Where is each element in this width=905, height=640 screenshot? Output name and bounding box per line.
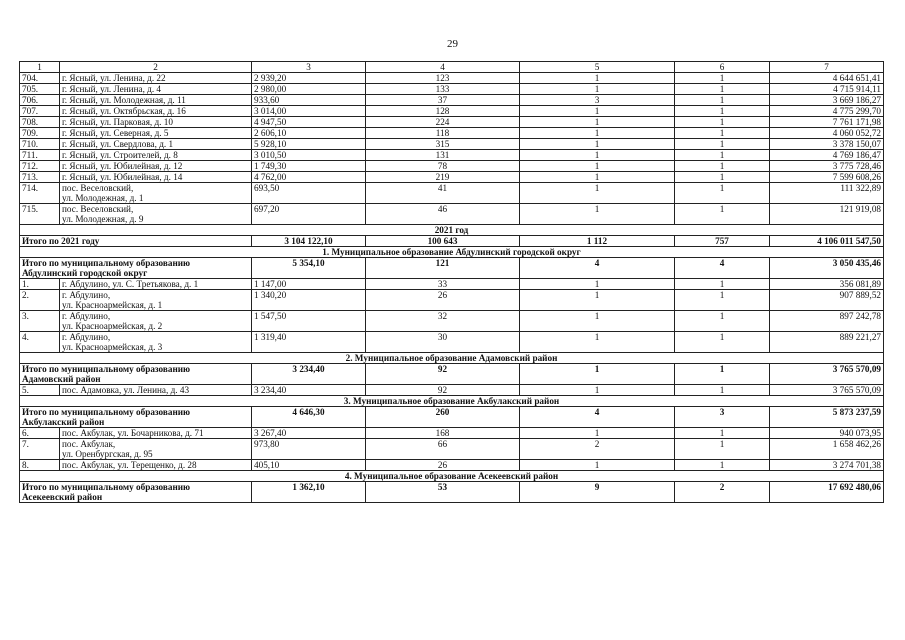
col5-cell: 1 <box>520 161 675 172</box>
area-cell: 1 749,30 <box>252 161 366 172</box>
total-row <box>20 364 884 385</box>
area-cell: 2 980,00 <box>252 84 366 95</box>
address-line: г. Ясный, ул. Ленина, д. 4 <box>62 84 162 94</box>
section-heading: 4. Муниципальное образование Асекеевский район <box>20 471 884 482</box>
row-number: 7. <box>20 439 60 460</box>
total-col6: 1 <box>675 364 770 385</box>
page-number: 29 <box>447 38 458 50</box>
cost-cell: 7 761 171,98 <box>770 117 884 128</box>
area-cell: 4 762,00 <box>252 172 366 183</box>
total-cost: 3 765 570,09 <box>770 364 884 385</box>
address-line: г. Абдулино, ул. С. Третьякова, д. 1 <box>62 279 199 289</box>
col6-cell: 1 <box>675 279 770 290</box>
residents-cell: 118 <box>366 128 520 139</box>
address-cell <box>60 290 252 311</box>
total-cost: 5 873 237,59 <box>770 407 884 428</box>
col6-cell: 1 <box>675 117 770 128</box>
area-cell: 1 340,20 <box>252 290 366 311</box>
row-number: 713. <box>20 172 60 183</box>
area-cell: 1 147,00 <box>252 279 366 290</box>
col5-cell: 1 <box>520 428 675 439</box>
table-row <box>20 161 884 172</box>
row-number: 704. <box>20 73 60 84</box>
address-cell <box>60 428 252 439</box>
section-heading-row <box>20 353 884 364</box>
row-number: 3. <box>20 311 60 332</box>
area-cell: 693,50 <box>252 183 366 204</box>
cost-cell: 3 765 570,09 <box>770 385 884 396</box>
row-number: 712. <box>20 161 60 172</box>
address-line: пос. Веселовский, <box>62 183 134 193</box>
cost-cell: 889 221,27 <box>770 332 884 353</box>
table-row <box>20 439 884 460</box>
col6-cell: 1 <box>675 161 770 172</box>
total-label <box>20 364 252 385</box>
area-cell: 2 939,20 <box>252 73 366 84</box>
section-heading: 3. Муниципальное образование Акбулакский район <box>20 396 884 407</box>
address-line: Итого по муниципальному образованию <box>22 482 191 492</box>
address-line: г. Ясный, ул. Октябрьская, д. 16 <box>62 106 186 116</box>
table-row <box>20 204 884 225</box>
residents-cell: 92 <box>366 385 520 396</box>
address-line: г. Абдулино, <box>62 332 111 342</box>
col6-cell: 1 <box>675 73 770 84</box>
row-number: 706. <box>20 95 60 106</box>
row-number: 707. <box>20 106 60 117</box>
col5-cell: 1 <box>520 279 675 290</box>
table-row <box>20 139 884 150</box>
col5-cell: 1 <box>520 172 675 183</box>
column-header-3: 3 <box>252 62 366 73</box>
col6-cell: 1 <box>675 106 770 117</box>
col6-cell: 1 <box>675 128 770 139</box>
col6-cell: 1 <box>675 439 770 460</box>
table-row <box>20 290 884 311</box>
col6-cell: 1 <box>675 385 770 396</box>
total-residents: 100 643 <box>366 236 520 247</box>
total-col5: 4 <box>520 407 675 428</box>
section-heading-row <box>20 396 884 407</box>
area-cell: 405,10 <box>252 460 366 471</box>
residents-cell: 128 <box>366 106 520 117</box>
area-cell: 5 928,10 <box>252 139 366 150</box>
residents-cell: 37 <box>366 95 520 106</box>
col6-cell: 1 <box>675 332 770 353</box>
address-line: пос. Акбулак, ул. Бочарникова, д. 71 <box>62 428 204 438</box>
area-cell: 1 547,50 <box>252 311 366 332</box>
address-line: г. Абдулино, <box>62 290 111 300</box>
address-line: Итого по муниципальному образованию <box>22 364 191 374</box>
address-line: пос. Акбулак, <box>62 439 116 449</box>
address-cell <box>60 385 252 396</box>
total-area: 1 362,10 <box>252 482 366 503</box>
row-number: 714. <box>20 183 60 204</box>
cost-cell: 3 274 701,38 <box>770 460 884 471</box>
column-header-1: 1 <box>20 62 60 73</box>
address-line: ул. Оренбургская, д. 95 <box>62 449 153 459</box>
area-cell: 933,60 <box>252 95 366 106</box>
column-header-2: 2 <box>60 62 252 73</box>
section-heading-row <box>20 225 884 236</box>
col5-cell: 1 <box>520 332 675 353</box>
address-cell <box>60 73 252 84</box>
col6-cell: 1 <box>675 311 770 332</box>
col6-cell: 1 <box>675 183 770 204</box>
address-line: г. Ясный, ул. Молодежная, д. 11 <box>62 95 186 105</box>
address-line: ул. Красноармейская, д. 1 <box>62 300 163 310</box>
address-cell <box>60 150 252 161</box>
column-header-7: 7 <box>770 62 884 73</box>
row-number: 5. <box>20 385 60 396</box>
address-line: ул. Молодежная, д. 9 <box>62 214 144 224</box>
row-number: 2. <box>20 290 60 311</box>
row-number: 709. <box>20 128 60 139</box>
cost-cell: 3 669 186,27 <box>770 95 884 106</box>
total-label <box>20 482 252 503</box>
col6-cell: 1 <box>675 204 770 225</box>
address-cell <box>60 161 252 172</box>
address-cell <box>60 183 252 204</box>
total-col5: 4 <box>520 258 675 279</box>
address-line: Итого по муниципальному образованию <box>22 258 191 268</box>
cost-cell: 4 769 186,47 <box>770 150 884 161</box>
area-cell: 3 010,50 <box>252 150 366 161</box>
col6-cell: 1 <box>675 428 770 439</box>
residents-cell: 168 <box>366 428 520 439</box>
col5-cell: 1 <box>520 183 675 204</box>
address-line: г. Ясный, ул. Северная, д. 5 <box>62 128 169 138</box>
address-cell <box>60 311 252 332</box>
area-cell: 3 234,40 <box>252 385 366 396</box>
total-row <box>20 482 884 503</box>
col5-cell: 1 <box>520 290 675 311</box>
total-row <box>20 236 884 247</box>
table-row <box>20 73 884 84</box>
cost-cell: 1 658 462,26 <box>770 439 884 460</box>
col6-cell: 1 <box>675 460 770 471</box>
residents-cell: 66 <box>366 439 520 460</box>
col6-cell: 1 <box>675 290 770 311</box>
address-line: Асекеевский район <box>22 492 103 502</box>
row-number: 4. <box>20 332 60 353</box>
cost-cell: 4 715 914,11 <box>770 84 884 95</box>
cost-cell: 7 599 608,26 <box>770 172 884 183</box>
table-row <box>20 128 884 139</box>
section-heading-row <box>20 471 884 482</box>
table-row <box>20 428 884 439</box>
address-line: ул. Красноармейская, д. 2 <box>62 321 163 331</box>
total-area: 3 234,40 <box>252 364 366 385</box>
col5-cell: 1 <box>520 128 675 139</box>
address-line: ул. Молодежная, д. 1 <box>62 193 144 203</box>
table-row <box>20 117 884 128</box>
total-col6: 2 <box>675 482 770 503</box>
table-row <box>20 332 884 353</box>
table-row <box>20 460 884 471</box>
cost-cell: 3 775 728,46 <box>770 161 884 172</box>
col6-cell: 1 <box>675 150 770 161</box>
col5-cell: 3 <box>520 95 675 106</box>
cost-cell: 121 919,08 <box>770 204 884 225</box>
col6-cell: 1 <box>675 95 770 106</box>
address-cell <box>60 172 252 183</box>
cost-cell: 907 889,52 <box>770 290 884 311</box>
table-row <box>20 106 884 117</box>
table-row <box>20 311 884 332</box>
col6-cell: 1 <box>675 139 770 150</box>
address-line: г. Ясный, ул. Юбилейная, д. 12 <box>62 161 183 171</box>
residents-cell: 41 <box>366 183 520 204</box>
address-line: г. Ясный, ул. Юбилейная, д. 14 <box>62 172 183 182</box>
residents-cell: 219 <box>366 172 520 183</box>
address-cell <box>60 117 252 128</box>
total-cost: 4 106 011 547,50 <box>770 236 884 247</box>
housing-table <box>19 61 884 503</box>
table-row <box>20 183 884 204</box>
residents-cell: 32 <box>366 311 520 332</box>
total-col6: 4 <box>675 258 770 279</box>
total-area: 4 646,30 <box>252 407 366 428</box>
residents-cell: 123 <box>366 73 520 84</box>
row-number: 708. <box>20 117 60 128</box>
residents-cell: 33 <box>366 279 520 290</box>
residents-cell: 133 <box>366 84 520 95</box>
section-heading: 2021 год <box>20 225 884 236</box>
table-row <box>20 172 884 183</box>
total-label <box>20 407 252 428</box>
table-row <box>20 150 884 161</box>
area-cell: 697,20 <box>252 204 366 225</box>
address-cell <box>60 128 252 139</box>
col6-cell: 1 <box>675 84 770 95</box>
table-row <box>20 279 884 290</box>
row-number: 710. <box>20 139 60 150</box>
area-cell: 3 014,00 <box>252 106 366 117</box>
cost-cell: 4 060 052,72 <box>770 128 884 139</box>
address-line: г. Ясный, ул. Парковая, д. 10 <box>62 117 173 127</box>
address-line: г. Ясный, ул. Строителей, д. 8 <box>62 150 178 160</box>
residents-cell: 26 <box>366 460 520 471</box>
address-cell <box>60 439 252 460</box>
residents-cell: 46 <box>366 204 520 225</box>
col5-cell: 1 <box>520 84 675 95</box>
header-row <box>20 62 884 73</box>
section-heading: 1. Муниципальное образование Абдулинский городской округ <box>20 247 884 258</box>
col6-cell: 1 <box>675 172 770 183</box>
cost-cell: 3 378 150,07 <box>770 139 884 150</box>
area-cell: 2 606,10 <box>252 128 366 139</box>
col5-cell: 1 <box>520 385 675 396</box>
col5-cell: 1 <box>520 106 675 117</box>
address-cell <box>60 139 252 150</box>
residents-cell: 30 <box>366 332 520 353</box>
address-cell <box>60 84 252 95</box>
cost-cell: 356 081,89 <box>770 279 884 290</box>
total-label <box>20 258 252 279</box>
address-line: ул. Красноармейская, д. 3 <box>62 342 163 352</box>
total-col6: 3 <box>675 407 770 428</box>
total-residents: 260 <box>366 407 520 428</box>
row-number: 715. <box>20 204 60 225</box>
cost-cell: 4 775 299,70 <box>770 106 884 117</box>
address-cell <box>60 279 252 290</box>
col5-cell: 1 <box>520 204 675 225</box>
address-line: пос. Веселовский, <box>62 204 134 214</box>
address-cell <box>60 204 252 225</box>
col5-cell: 1 <box>520 139 675 150</box>
total-col5: 1 <box>520 364 675 385</box>
area-cell: 4 947,50 <box>252 117 366 128</box>
area-cell: 973,80 <box>252 439 366 460</box>
address-line: Итого по муниципальному образованию <box>22 407 191 417</box>
total-area: 3 104 122,10 <box>252 236 366 247</box>
col5-cell: 1 <box>520 73 675 84</box>
area-cell: 3 267,40 <box>252 428 366 439</box>
section-heading-row <box>20 247 884 258</box>
total-label: Итого по 2021 году <box>20 236 252 247</box>
residents-cell: 315 <box>366 139 520 150</box>
address-line: пос. Акбулак, ул. Терещенко, д. 28 <box>62 460 197 470</box>
row-number: 6. <box>20 428 60 439</box>
residents-cell: 224 <box>366 117 520 128</box>
row-number: 1. <box>20 279 60 290</box>
total-cost: 3 050 435,46 <box>770 258 884 279</box>
table-row <box>20 95 884 106</box>
address-line: г. Абдулино, <box>62 311 111 321</box>
total-row <box>20 407 884 428</box>
address-cell <box>60 95 252 106</box>
table-row <box>20 84 884 95</box>
col5-cell: 1 <box>520 150 675 161</box>
cost-cell: 4 644 651,41 <box>770 73 884 84</box>
column-header-6: 6 <box>675 62 770 73</box>
section-heading: 2. Муниципальное образование Адамовский район <box>20 353 884 364</box>
total-row <box>20 258 884 279</box>
residents-cell: 26 <box>366 290 520 311</box>
address-cell <box>60 332 252 353</box>
address-cell <box>60 106 252 117</box>
residents-cell: 78 <box>366 161 520 172</box>
table-row <box>20 385 884 396</box>
area-cell: 1 319,40 <box>252 332 366 353</box>
cost-cell: 940 073,95 <box>770 428 884 439</box>
col5-cell: 1 <box>520 311 675 332</box>
total-residents: 92 <box>366 364 520 385</box>
column-header-4: 4 <box>366 62 520 73</box>
address-line: г. Ясный, ул. Ленина, д. 22 <box>62 73 166 83</box>
total-col6: 757 <box>675 236 770 247</box>
column-header-5: 5 <box>520 62 675 73</box>
total-area: 5 354,10 <box>252 258 366 279</box>
col5-cell: 1 <box>520 117 675 128</box>
total-col5: 1 112 <box>520 236 675 247</box>
total-residents: 53 <box>366 482 520 503</box>
col5-cell: 1 <box>520 460 675 471</box>
total-cost: 17 692 480,06 <box>770 482 884 503</box>
address-line: г. Ясный, ул. Свердлова, д. 1 <box>62 139 174 149</box>
cost-cell: 897 242,78 <box>770 311 884 332</box>
address-cell <box>60 460 252 471</box>
col5-cell: 2 <box>520 439 675 460</box>
row-number: 711. <box>20 150 60 161</box>
address-line: пос. Адамовка, ул. Ленина, д. 43 <box>62 385 190 395</box>
row-number: 8. <box>20 460 60 471</box>
cost-cell: 111 322,89 <box>770 183 884 204</box>
address-line: Абдулинский городской округ <box>22 268 148 278</box>
residents-cell: 131 <box>366 150 520 161</box>
total-col5: 9 <box>520 482 675 503</box>
address-line: Адамовский район <box>22 374 101 384</box>
row-number: 705. <box>20 84 60 95</box>
total-residents: 121 <box>366 258 520 279</box>
address-line: Акбулакский район <box>22 417 105 427</box>
